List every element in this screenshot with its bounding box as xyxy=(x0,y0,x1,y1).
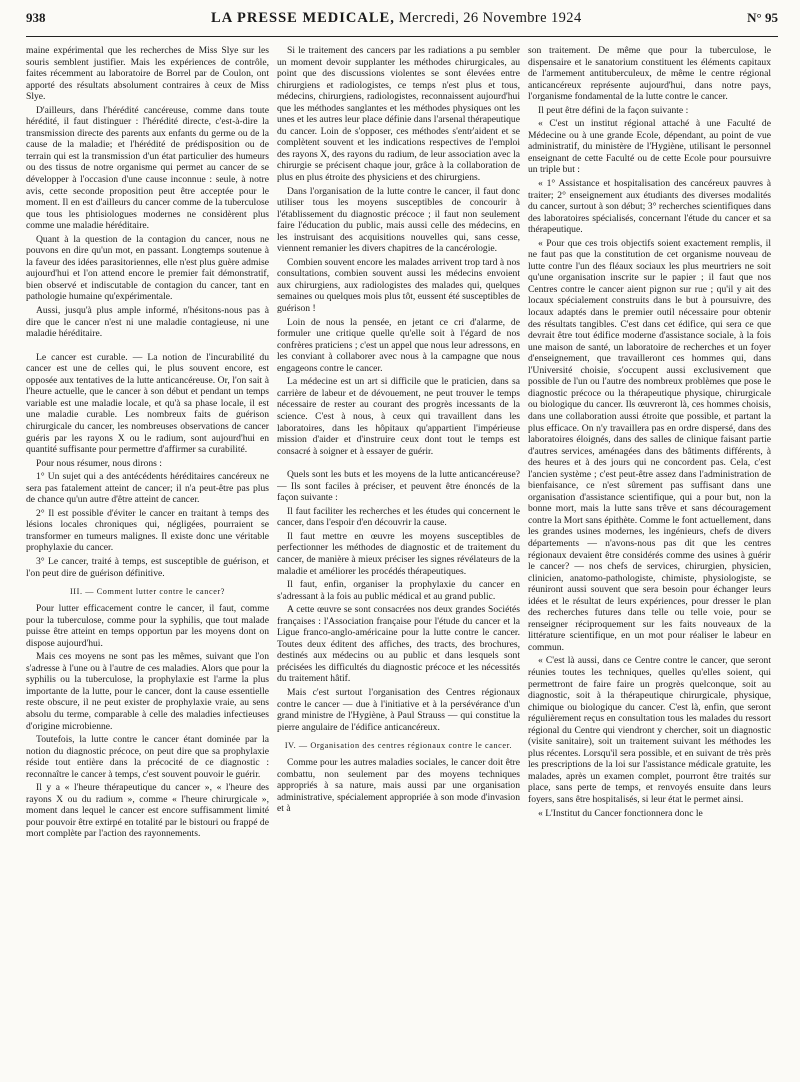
paragraph: Combien souvent encore les malades arrivent trop tard à nos consultations, combien souvent aussi les médecins envoient aux chirurgiens, aux radiologistes des malades qui, quelques semaines ou quelques mois plus tôt, eussent été susceptibles de guérison ! xyxy=(277,256,520,315)
paragraph: Mais c'est surtout l'organisation des Centres régionaux contre le cancer — due à l'initiative et à la persévérance d'un grand ministre de l'Hygiène, à Paul Strauss — qui constitue la pierre angulaire de l'édifice anticancéreux. xyxy=(277,686,520,733)
paragraph: Toutefois, la lutte contre le cancer étant dominée par la notion du diagnostic précoce, on peut dire que sa prophylaxie réside tout entière dans la précocité de ce diagnostic : reconnaître le cancer à temps, c'est souvent pouvoir le guérir. xyxy=(26,734,269,780)
paragraph: « L'Institut du Cancer fonctionnera donc le xyxy=(538,807,703,819)
paragraph: Si le traitement des cancers par les radiations a pu sembler un moment devoir supplanter les méthodes chirurgicales, au point que des discussions violentes se sont élevées entre chirurgiens et radiologistes, ce temps n'est plus et tous, médecins, chirurgiens, radiologistes, reconnaissent aujourd'hui que les méthodes sanglantes et les méthodes physiques ont les unes et les autres leur place définie dans l'arsenal thérapeutique du cancer. Loin de s'opposer, ces méthodes s'entr'aident et se complètent souvent et les indications respectives de l'emploi des rayons X, des rayons du radium, de leur association avec la chirurgie se précisent chaque jour, grâce à la collaboration de plus en plus étroite des physiciens et des chirurgiens. xyxy=(277,45,520,184)
journal-name: LA PRESSE MEDICALE, xyxy=(211,10,395,26)
paragraph: Dans l'organisation de la lutte contre le cancer, il faut donc utiliser tous les moyens susceptibles de concourir à l'établissement du diagnostic précoce ; il faut non seulement faire l'éducation du public, mais aussi celle des médecins, en les instruisant des acquisitions nouvelles qui, sans cesse, viennent remanier les divers chapitres de la cancérologie. xyxy=(277,185,520,255)
paragraph: son traitement. De même que pour la tuberculose, le dispensaire et le sanatorium constituent les éléments capitaux de l'armement antituberculeux, de même le centre régional anticancéreux représente aujourd'hui, dans notre pays, l'organisme fondamental de la lutte contre le cancer. xyxy=(528,45,771,103)
column-3 xyxy=(528,45,771,842)
page-number: 938 xyxy=(26,10,46,25)
paragraph: 3° Le cancer, traité à temps, est susceptible de guérison, et l'on peut dire de guérison définitive. xyxy=(26,555,269,579)
paragraph: Il peut être défini de la façon suivante : xyxy=(538,104,689,116)
column-2 xyxy=(277,45,520,842)
paragraph: D'ailleurs, dans l'hérédité cancéreuse, comme dans toute hérédité, il faut distinguer : l'hérédité directe, c'est-à-dire la transmission directe des parents aux enfants du germe ou de la cause de la maladie; et l'hérédité de prédisposition ou de terrain qui est la transmission d'un état particulier des humeurs ou des tissus de notre organisme qui permet au cancer de se développer à l'occasion d'une cause inconnue : seule, à notre avis, cette seconde proposition peut être acceptée pour le moment. Il en est d'ailleurs du cancer comme de la tuberculose que tous les phtisiologues modernes ne considèrent plus comme une maladie héréditaire. xyxy=(26,104,269,232)
paragraph: 1° Un sujet qui a des antécédents héréditaires cancéreux ne sera pas fatalement atteint de cancer; il n'a peut-être pas plus de chance qu'un autre d'être atteint de cancer. xyxy=(26,471,269,506)
section-heading: IV. — Organisation des centres régionaux contre le cancer. xyxy=(284,741,513,751)
paragraph: Aussi, jusqu'à plus ample informé, n'hésitons-nous pas à dire que le cancer n'est ni une maladie contagieuse, ni une maladie héréditaire. xyxy=(26,305,269,340)
paragraph: Mais ces moyens ne sont pas les mêmes, suivant que l'on s'adresse à l'une ou à l'autre de ces maladies. Alors que pour la syphilis ou la tuberculose, la prophylaxie est l'arme la plus importante de la lutte, pour le cancer, dont la cause essentielle reste obscure, il ne peut exister de prophylaxie vraie, au sens absolu du terme, comparable à celle des maladies infectieuses d'origine microbienne. xyxy=(26,651,269,732)
paragraph: « Pour que ces trois objectifs soient exactement remplis, il ne faut pas que la constitution de cet organisme nouveau de lutte contre l'un des fléaux sociaux les plus meurtriers ne soit qu'une organisation inscrite sur le papier ; il faut que nos Centres contre le cancer aient pignon sur rue ; qu'il y ait des locaux spécialement construits dans le but à poursuivre, des locaux adaptés dans le premier outil nécessaire pour obtenir des résultats tangibles. C'est dans cet édifice, qui sera ce que devrait être tout édifice moderne d'assistance sociale, à la fois une maison de santé, un laboratoire de recherches et un foyer d'enseignement, que travailleront ces hommes qui, dans l'Université choisie, s'occupent aussi exclusivement que possible de l'un ou l'autre des nombreux problèmes que pose le diagnostic précoce ou la thérapeutique physique, chirurgicale ou biologique du cancer. Ils œuvreront là, ces hommes choisis, dans une collaboration aussi étroite que possible, et partant la plus efficace. On n'y travaillera pas en ordre dispersé, dans des laboratoires éloignés, dans des salles de clinique faisant partie d'autres services, aménagées dans des bâtiments différents, à des heures et à des jours qui ne concordent pas. Cela, c'est l'ancien système ; c'est peut-être assez dans l'administration de bienfaisance, ce n'est sûrement pas suffisant dans une organisation d'assistance scientifique, qui a pour but, non la bonne mort, mais la lutte sans trêve et sans découragement contre la Mort sans épithète. Comme le font actuellement, dans les grandes usines modernes, les ingénieurs, chefs de divers départements — n'avons-nous pas dit que les centres régionaux devaient être considérés comme des usines à guérir le cancer? — nos chefs de services, chirurgien, physicien, clinicien, anatomo-pathologiste, chimiste, physiologiste, se réuniront aussi souvent que sera besoin pour échanger leurs idées et le résultat de leurs expériences, pour dresser le plan des recherches futures dans telle ou telle voie, pour se renseigner réciproquement sur les faits nouveaux de la littérature scientifique, en un mot pour réaliser le labeur en commun. xyxy=(528,237,771,653)
paragraph: Le cancer est curable. — La notion de l'incurabilité du cancer est une de celles qui, le plus souvent encore, est opposée aux tentatives de la lutte anticancéreuse. Or, l'on sait à l'heure actuelle, que le cancer à son début et pendant un temps variable est une maladie locale, et qu'à sa phase locale, il est une maladie curable. Les nombreux faits de guérison chirurgicale du cancer, les nombreuses observations de cancer guéris par les rayons X ou le radium, sont aujourd'hui en quantité suffisante pour permettre d'affirmer sa curabilité. xyxy=(26,351,269,456)
paragraph: Il faut mettre en œuvre les moyens susceptibles de perfectionner les méthodes de diagnostic et de traitement du cancer, de manière à mieux préciser les signes révélateurs de la maladie et améliorer les procédés thérapeutiques. xyxy=(277,530,520,577)
paragraph: A cette œuvre se sont consacrées nos deux grandes Sociétés françaises : l'Association française pour l'étude du cancer et la Ligue franco-anglo-américaine pour la lutte contre le cancer. Toutes deux éditent des affiches, des tracts, des brochures, destinés aux médecins ou au public et dans lesquels sont précisées les difficultés du diagnostic précoce et les nécessités du traitement hâtif. xyxy=(277,604,520,685)
paragraph: 2° Il est possible d'éviter le cancer en traitant à temps des lésions locales chroniques qui, négligées, pourraient se transformer en tumeurs malignes. Il existe donc une véritable prophylaxie du cancer. xyxy=(26,507,269,554)
paragraph: La médecine est un art si difficile que le praticien, dans sa carrière de labeur et de dévouement, ne peut trouver le temps nécessaire de rester au courant des progrès incessants de la science. C'est à nous, à ceux qui travaillent dans les laboratoires, dans les hôpitaux qu'appartient l'impérieuse mission d'aider et d'instruire ceux dont tout le temps est consacré à soigner et à essayer de guérir. xyxy=(277,376,520,457)
page-header xyxy=(26,10,778,37)
section-heading: III. — Comment lutter contre le cancer? xyxy=(69,587,226,597)
paragraph: « C'est là aussi, dans ce Centre contre le cancer, que seront réunies toutes les techniques, quelles qu'elles soient, qui permettront de faire faire un progrès quelconque, soit au diagnostic, soit à la thérapeutique chirurgicale, physique, chimique ou biologique du cancer. C'est là, enfin, que seront régulièrement reçus en consultation tous les malades du ressort régional du Centre qui viendront y chercher, soit un diagnostic (visite sanitaire), soit un traitement suivant les méthodes les plus récentes. Lorsqu'il sera possible, et en suivant de très près les prescriptions de la loi sur l'assistance médicale gratuite, les malades, après un examen complet, pourront être traités sur place, sans perte de temps, et renvoyés ensuite dans leurs foyers, sans être hospitalisés, si leur état le permet ainsi. xyxy=(528,655,771,805)
journal-masthead xyxy=(211,10,582,27)
paragraph: Il faut, enfin, organiser la prophylaxie du cancer en s'adressant à la fois au public médical et au grand public. xyxy=(277,579,520,602)
paragraph: Quels sont les buts et les moyens de la lutte anticancéreuse? — Ils sont faciles à préciser, et peuvent être énoncés de la façon suivante : xyxy=(277,469,520,504)
paragraph: Il y a « l'heure thérapeutique du cancer », « l'heure des rayons X ou du radium », comme « l'heure chirurgicale », moment dans lequel le cancer est encore suffisamment limité pour pouvoir être extirpé en totalité par le bistouri ou frappé de mort complète par l'action des rayonnements. xyxy=(26,782,269,840)
paragraph: « C'est un institut régional attaché à une Faculté de Médecine ou à une grande Ecole, dépendant, au point de vue administratif, du ministère de l'Hygiène, utilisant le personnel enseignant de cette Faculté ou de cette Ecole pour poursuivre un triple but : xyxy=(528,118,771,176)
paragraph: « 1° Assistance et hospitalisation des cancéreux pauvres à traiter; 2° enseignement aux étudiants des diverses modalités du cancer, surtout à son début; 3° recherches scientifiques dans des laboratoires spécialisés, concernant l'étude du cancer et sa thérapeutique. xyxy=(528,178,771,236)
issue-date: Mercredi, 26 Novembre 1924 xyxy=(398,10,582,26)
column-1 xyxy=(26,45,269,842)
paragraph: Pour nous résumer, nous dirons : xyxy=(36,457,162,469)
paragraph: Loin de nous la pensée, en jetant ce cri d'alarme, de formuler une critique quelle qu'elle soit à l'égard de nos confrères praticiens ; c'est un appel que nous leur adressons, en les conviant à collaborer avec nous à la campagne que nous engageons contre le cancer. xyxy=(277,316,520,374)
paragraph: Quant à la question de la contagion du cancer, nous ne pouvons en dire qu'un mot, en passant. Longtemps soutenue à la faveur des idées parasitoriennes, elle n'est plus guère admise aujourd'hui et l'on attend encore le premier fait démonstratif, bien observé et indiscutable de contagion du cancer, tant en pathologie humaine qu'expérimentale. xyxy=(26,233,269,303)
paragraph: Il faut faciliter les recherches et les études qui concernent le cancer, dans l'espoir d'en découvrir la cause. xyxy=(277,505,520,529)
article-columns xyxy=(26,45,778,842)
issue-number: N° 95 xyxy=(747,10,778,25)
paragraph: Pour lutter efficacement contre le cancer, il faut, comme pour la tuberculose, comme pour la syphilis, que tout malade puisse être atteint en temps opportun par les moyens dont on dispose aujourd'hui. xyxy=(26,603,269,649)
paragraph: maine expérimental que les recherches de Miss Slye sur les souris semblent justifier. Mais les expériences de contrôle, faites récemment au laboratoire de Borrel par de Coulon, ont apporté des résultats absolument contraires à ceux de Miss Slye. xyxy=(26,45,269,103)
paragraph: Comme pour les autres maladies sociales, le cancer doit être combattu, non seulement par des moyens techniques appropriés à sa nature, mais aussi par une organisation administrative, spécialement appropriée à son mode d'invasion et à xyxy=(277,757,520,815)
